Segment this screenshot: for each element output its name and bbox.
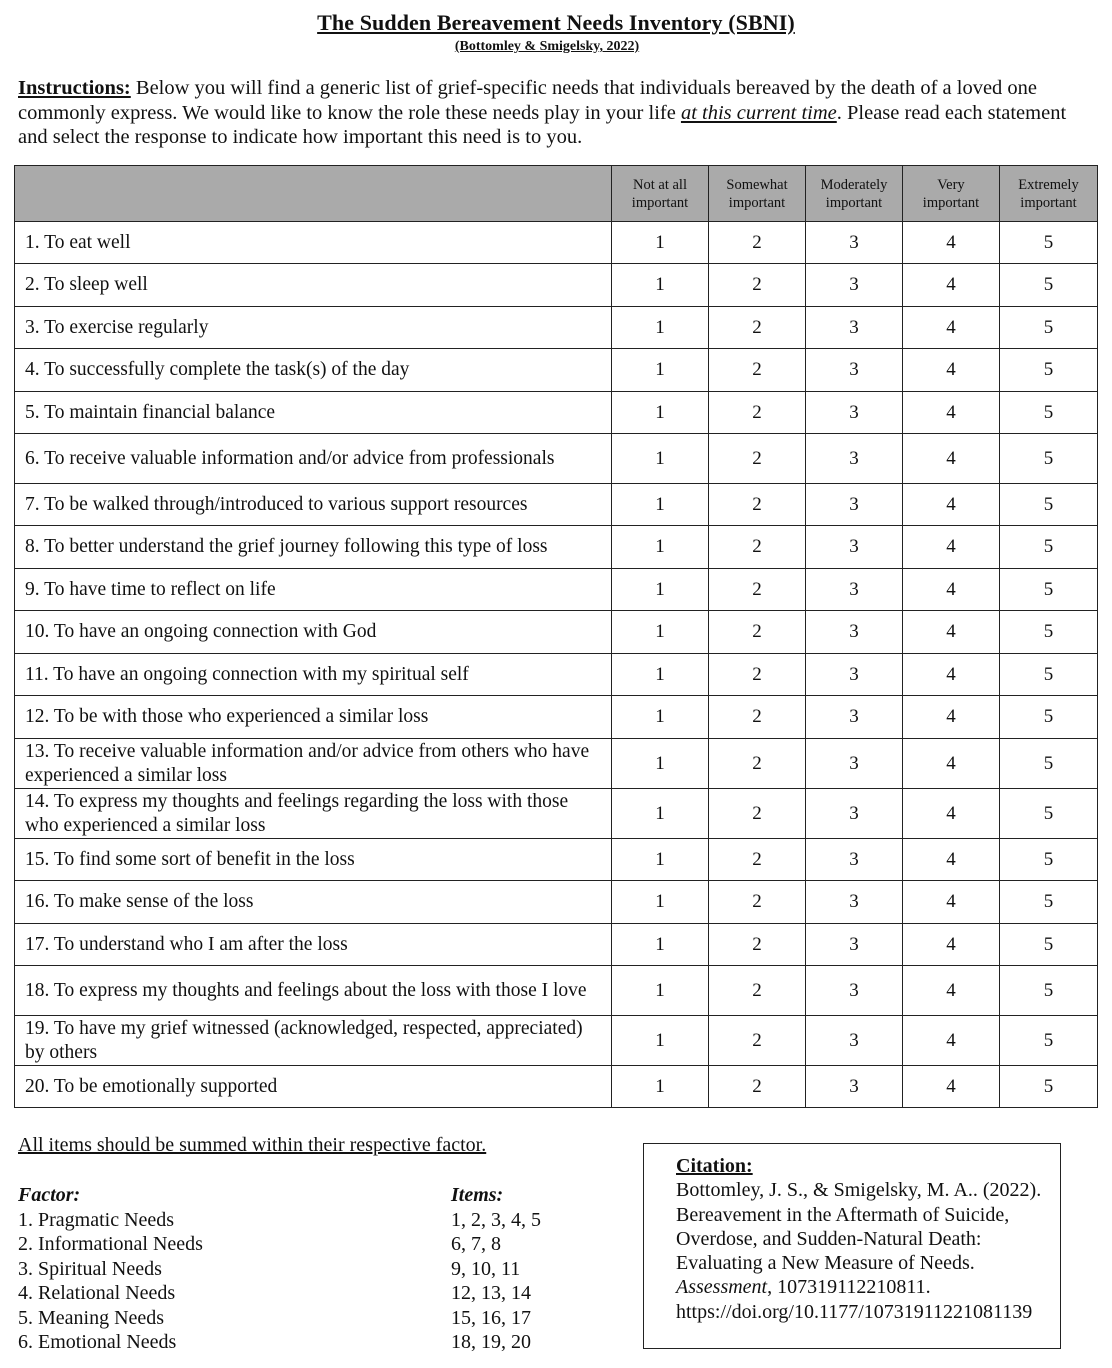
need-item: 5. To maintain financial balance <box>15 392 612 434</box>
rating-option-5[interactable]: 5 <box>1000 881 1098 924</box>
need-item: 6. To receive valuable information and/or advice from professionals <box>15 434 612 484</box>
rating-option-2[interactable]: 2 <box>709 349 806 392</box>
rating-option-1[interactable]: 1 <box>612 654 709 696</box>
scale-header-5: Extremely important <box>1000 166 1098 222</box>
inventory-title: The Sudden Bereavement Needs Inventory (SBNI) <box>317 10 795 35</box>
rating-option-3[interactable]: 3 <box>806 349 903 392</box>
rating-option-4[interactable]: 4 <box>903 924 1000 966</box>
table-row <box>15 349 1098 392</box>
rating-option-4[interactable]: 4 <box>903 696 1000 739</box>
rating-option-3[interactable]: 3 <box>806 1066 903 1108</box>
rating-option-1[interactable]: 1 <box>612 349 709 392</box>
citation-doi: https://doi.org/10.1177/10731911221081139 <box>676 1300 1033 1323</box>
factor-items: 18, 19, 20 <box>451 1331 531 1353</box>
rating-option-4[interactable]: 4 <box>903 654 1000 696</box>
rating-option-1[interactable]: 1 <box>612 789 709 839</box>
rating-option-3[interactable]: 3 <box>806 611 903 654</box>
factor-heading: Factor: <box>18 1184 81 1206</box>
table-row <box>15 696 1098 739</box>
instructions-text-end: . Please read each statement and select the response to indicate how important this need is to you. <box>18 101 1067 148</box>
rating-option-1[interactable]: 1 <box>612 1016 709 1066</box>
rating-option-5[interactable]: 5 <box>1000 696 1098 739</box>
factor-row <box>18 1209 618 1234</box>
factor-row <box>18 1258 618 1283</box>
rating-option-2[interactable]: 2 <box>709 739 806 789</box>
citation-journal: Assessment <box>676 1276 768 1299</box>
scale-header-4: Very important <box>903 166 1000 222</box>
rating-option-3[interactable]: 3 <box>806 307 903 349</box>
factor-name: 1. Pragmatic Needs <box>18 1209 175 1231</box>
rating-option-4[interactable]: 4 <box>903 264 1000 307</box>
factor-row <box>18 1307 618 1332</box>
rating-option-5[interactable]: 5 <box>1000 789 1098 839</box>
item-column-header <box>15 166 612 222</box>
rating-option-1[interactable]: 1 <box>612 1066 709 1108</box>
table-row <box>15 526 1098 569</box>
need-item: 13. To receive valuable information and/or advice from others who have experienced a similar loss <box>15 739 612 789</box>
rating-option-2[interactable]: 2 <box>709 392 806 434</box>
instructions-emphasis: at this current time <box>680 101 837 124</box>
need-item: 15. To find some sort of benefit in the loss <box>15 839 612 881</box>
instructions-paragraph <box>18 76 1098 150</box>
rating-option-2[interactable]: 2 <box>709 789 806 839</box>
rating-option-1[interactable]: 1 <box>612 739 709 789</box>
need-item: 8. To better understand the grief journey following this type of loss <box>15 526 612 569</box>
rating-option-4[interactable]: 4 <box>903 307 1000 349</box>
rating-option-3[interactable]: 3 <box>806 789 903 839</box>
rating-option-2[interactable]: 2 <box>709 1066 806 1108</box>
table-row <box>15 739 1098 789</box>
rating-option-2[interactable]: 2 <box>709 966 806 1016</box>
factor-name: 4. Relational Needs <box>18 1282 176 1305</box>
factor-name: 2. Informational Needs <box>18 1233 203 1256</box>
need-item: 9. To have time to reflect on life <box>15 569 612 611</box>
need-item: 11. To have an ongoing connection with my spiritual self <box>15 654 612 696</box>
rating-option-2[interactable]: 2 <box>709 484 806 526</box>
rating-option-4[interactable]: 4 <box>903 789 1000 839</box>
rating-option-4[interactable]: 4 <box>903 349 1000 392</box>
rating-option-4[interactable]: 4 <box>903 739 1000 789</box>
table-row <box>15 264 1098 307</box>
table-row <box>15 1016 1098 1066</box>
rating-option-3[interactable]: 3 <box>806 966 903 1016</box>
rating-option-1[interactable]: 1 <box>612 611 709 654</box>
table-row <box>15 222 1098 264</box>
need-item: 18. To express my thoughts and feelings about the loss with those I love <box>15 966 612 1016</box>
factor-items: 1, 2, 3, 4, 5 <box>451 1209 541 1231</box>
need-item: 17. To understand who I am after the loss <box>15 924 612 966</box>
table-row <box>15 966 1098 1016</box>
scale-header-2: Somewhat important <box>709 166 806 222</box>
rating-option-3[interactable]: 3 <box>806 881 903 924</box>
rating-option-5[interactable]: 5 <box>1000 654 1098 696</box>
inventory-source: (Bottomley & Smigelsky, 2022) <box>454 39 640 54</box>
rating-option-4[interactable]: 4 <box>903 222 1000 264</box>
rating-option-3[interactable]: 3 <box>806 569 903 611</box>
rating-option-3[interactable]: 3 <box>806 1016 903 1066</box>
rating-option-5[interactable]: 5 <box>1000 1016 1098 1066</box>
rating-option-2[interactable]: 2 <box>709 1016 806 1066</box>
rating-option-5[interactable]: 5 <box>1000 1066 1098 1108</box>
need-item: 10. To have an ongoing connection with God <box>15 611 612 654</box>
instructions-text: Below you will find a generic list of grief-specific needs that individuals bereaved by the death of a loved one commonly express. We would like to know the role these needs play in your life <box>18 77 1038 124</box>
rating-option-5[interactable]: 5 <box>1000 392 1098 434</box>
citation-box <box>643 1143 1061 1349</box>
table-row <box>15 1066 1098 1108</box>
rating-option-1[interactable]: 1 <box>612 924 709 966</box>
rating-option-3[interactable]: 3 <box>806 696 903 739</box>
rating-option-5[interactable]: 5 <box>1000 484 1098 526</box>
rating-option-2[interactable]: 2 <box>709 611 806 654</box>
rating-option-5[interactable]: 5 <box>1000 307 1098 349</box>
table-row <box>15 484 1098 526</box>
rating-option-5[interactable]: 5 <box>1000 569 1098 611</box>
factor-items: 15, 16, 17 <box>451 1306 531 1329</box>
rating-option-4[interactable]: 4 <box>903 526 1000 569</box>
rating-option-5[interactable]: 5 <box>1000 611 1098 654</box>
rating-option-5[interactable]: 5 <box>1000 264 1098 307</box>
factor-name: 3. Spiritual Needs <box>18 1257 162 1280</box>
rating-option-4[interactable]: 4 <box>903 569 1000 611</box>
rating-option-2[interactable]: 2 <box>709 569 806 611</box>
rating-option-1[interactable]: 1 <box>612 966 709 1016</box>
rating-option-5[interactable]: 5 <box>1000 739 1098 789</box>
rating-option-1[interactable]: 1 <box>612 264 709 307</box>
rating-option-4[interactable]: 4 <box>903 392 1000 434</box>
table-row <box>15 392 1098 434</box>
need-item: 14. To express my thoughts and feelings regarding the loss with those who experienced a similar loss <box>15 789 612 839</box>
rating-option-1[interactable]: 1 <box>612 526 709 569</box>
rating-option-3[interactable]: 3 <box>806 924 903 966</box>
need-item: 7. To be walked through/introduced to various support resources <box>15 484 612 526</box>
rating-option-4[interactable]: 4 <box>903 1016 1000 1066</box>
rating-option-2[interactable]: 2 <box>709 434 806 484</box>
rating-option-3[interactable]: 3 <box>806 484 903 526</box>
rating-option-2[interactable]: 2 <box>709 924 806 966</box>
factor-items: 12, 13, 14 <box>451 1282 531 1305</box>
rating-option-4[interactable]: 4 <box>903 881 1000 924</box>
rating-option-5[interactable]: 5 <box>1000 966 1098 1016</box>
rating-option-5[interactable]: 5 <box>1000 349 1098 392</box>
need-item: 4. To successfully complete the task(s) of the day <box>15 349 612 392</box>
rating-option-4[interactable]: 4 <box>903 1066 1000 1108</box>
rating-option-2[interactable]: 2 <box>709 881 806 924</box>
table-row <box>15 569 1098 611</box>
need-item: 3. To exercise regularly <box>15 307 612 349</box>
rating-option-1[interactable]: 1 <box>612 434 709 484</box>
rating-option-1[interactable]: 1 <box>612 569 709 611</box>
rating-option-1[interactable]: 1 <box>612 881 709 924</box>
table-row <box>15 611 1098 654</box>
rating-option-4[interactable]: 4 <box>903 611 1000 654</box>
rating-option-1[interactable]: 1 <box>612 392 709 434</box>
factor-name: 5. Meaning Needs <box>18 1306 165 1329</box>
table-row <box>15 654 1098 696</box>
scoring-note: All items should be summed within their respective factor. <box>18 1134 487 1156</box>
citation-text: Bottomley, J. S., & Smigelsky, M. A.. (2022). Bereavement in the Aftermath of Suicide, Overdose, and Sudden-Natural Death: Evaluating a New Measure of Needs. Assessment, 107319112210811. https://doi.org/10.1177/10731911221081139 <box>676 1179 1042 1323</box>
need-item: 19. To have my grief witnessed (acknowledged, respected, appreciated) by others <box>15 1016 612 1066</box>
rating-option-1[interactable]: 1 <box>612 307 709 349</box>
needs-rating-table <box>14 165 1098 1108</box>
rating-option-3[interactable]: 3 <box>806 739 903 789</box>
rating-option-4[interactable]: 4 <box>903 839 1000 881</box>
factor-items: 6, 7, 8 <box>451 1233 501 1256</box>
rating-option-3[interactable]: 3 <box>806 526 903 569</box>
rating-option-1[interactable]: 1 <box>612 484 709 526</box>
table-row <box>15 924 1098 966</box>
table-row <box>15 789 1098 839</box>
rating-option-2[interactable]: 2 <box>709 222 806 264</box>
scale-header-3: Moderately important <box>806 166 903 222</box>
need-item: 2. To sleep well <box>15 264 612 307</box>
factor-name: 6. Emotional Needs <box>18 1331 177 1353</box>
rating-option-5[interactable]: 5 <box>1000 526 1098 569</box>
rating-option-2[interactable]: 2 <box>709 526 806 569</box>
rating-option-3[interactable]: 3 <box>806 434 903 484</box>
instructions-label: Instructions: <box>18 77 131 99</box>
rating-option-5[interactable]: 5 <box>1000 924 1098 966</box>
factor-row <box>18 1331 618 1356</box>
rating-option-2[interactable]: 2 <box>709 307 806 349</box>
table-row <box>15 434 1098 484</box>
rating-option-4[interactable]: 4 <box>903 434 1000 484</box>
table-row <box>15 307 1098 349</box>
rating-option-3[interactable]: 3 <box>806 392 903 434</box>
factor-items: 9, 10, 11 <box>451 1257 521 1280</box>
rating-option-1[interactable]: 1 <box>612 839 709 881</box>
need-item: 12. To be with those who experienced a similar loss <box>15 696 612 739</box>
rating-option-4[interactable]: 4 <box>903 484 1000 526</box>
rating-option-2[interactable]: 2 <box>709 654 806 696</box>
rating-option-5[interactable]: 5 <box>1000 839 1098 881</box>
rating-option-2[interactable]: 2 <box>709 696 806 739</box>
rating-option-5[interactable]: 5 <box>1000 434 1098 484</box>
rating-option-3[interactable]: 3 <box>806 264 903 307</box>
need-item: 1. To eat well <box>15 222 612 264</box>
rating-option-2[interactable]: 2 <box>709 264 806 307</box>
items-heading: Items: <box>451 1184 504 1206</box>
rating-option-3[interactable]: 3 <box>806 222 903 264</box>
need-item: 20. To be emotionally supported <box>15 1066 612 1108</box>
rating-option-3[interactable]: 3 <box>806 654 903 696</box>
rating-option-1[interactable]: 1 <box>612 696 709 739</box>
citation-heading: Citation: <box>676 1155 753 1177</box>
rating-option-4[interactable]: 4 <box>903 966 1000 1016</box>
scale-header-1: Not at all important <box>612 166 709 222</box>
factor-row <box>18 1282 618 1307</box>
rating-option-3[interactable]: 3 <box>806 839 903 881</box>
table-row <box>15 881 1098 924</box>
rating-option-5[interactable]: 5 <box>1000 222 1098 264</box>
rating-option-2[interactable]: 2 <box>709 839 806 881</box>
factor-row <box>18 1233 618 1258</box>
need-item: 16. To make sense of the loss <box>15 881 612 924</box>
table-row <box>15 839 1098 881</box>
table-header-row <box>15 166 1098 222</box>
rating-option-1[interactable]: 1 <box>612 222 709 264</box>
